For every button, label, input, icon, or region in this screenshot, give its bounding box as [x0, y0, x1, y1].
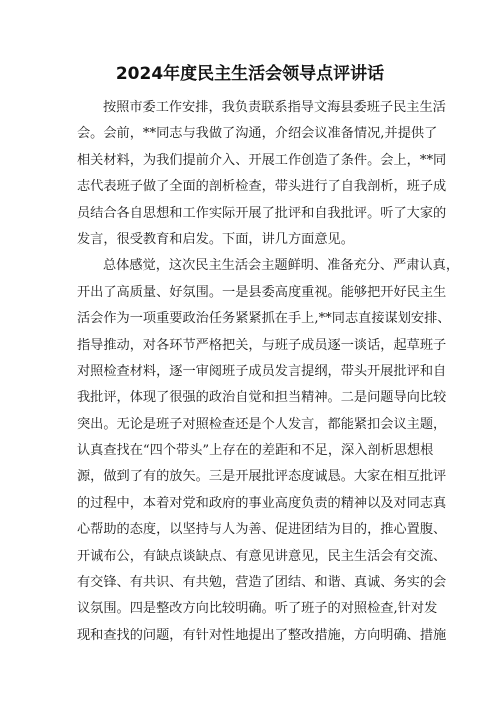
- text-line: 的过程中，本着对党和政府的事业高度负责的精神以及对同志真: [77, 495, 447, 511]
- text-line: 员结合各自思想和工作实际开展了批评和自我批评。听了大家的: [77, 205, 447, 221]
- text-line: 心帮助的态度，以坚持与人为善、促进团结为目的，推心置腹、: [77, 522, 447, 538]
- document-body: [77, 95, 460, 649]
- text-line: 我批评，体现了很强的政治自觉和担当精神。二是问题导向比较: [77, 390, 447, 406]
- text-line: 突出。无论是班子对照检查还是个人发言，都能紧扣会议主题，: [77, 416, 447, 432]
- text-line: 有交锋、有共识、有共勉，营造了团结、和谐、真诚、务实的会: [77, 575, 447, 591]
- text-line: 相关材料，为我们提前介入、开展工作创造了条件。会上，**同: [77, 152, 447, 168]
- text-line: 活会作为一项重要政治任务紧紧抓在手上,**同志直接谋划安排、: [77, 311, 451, 327]
- text-line: 认真查找在“四个带头”上存在的差距和不足，深入剖析思想根: [77, 443, 434, 459]
- text-line: 发言，很受教育和启发。下面，讲几方面意见。: [77, 231, 354, 247]
- text-line: 会。会前，**同志与我做了沟通，介绍会议准备情况,并提供了: [77, 126, 438, 142]
- text-line: 总体感觉，这次民主生活会主题鲜明、准备充分、严肃认真，: [103, 258, 460, 274]
- paragraph-summary: [77, 253, 460, 649]
- text-line: 志代表班子做了全面的剖析检查，带头进行了自我剖析，班子成: [77, 179, 447, 195]
- text-line: 开出了高质量、好氛围。一是县委高度重视。能够把开好民主生: [77, 284, 447, 300]
- text-line: 议氛围。四是整改方向比较明确。听了班子的对照检查,针对发: [77, 601, 438, 617]
- text-line: 指导推动，对各环节严格把关，与班子成员逐一谈话，起草班子: [77, 337, 447, 353]
- text-line: 开诚布公，有缺点谈缺点、有意见讲意见，民主生活会有交流、: [77, 548, 447, 564]
- text-line: 源，做到了有的放矢。三是开展批评态度诚恳。大家在相互批评: [77, 469, 447, 485]
- text-line: 现和查找的问题，有针对性地提出了整改措施，方向明确、措施: [77, 627, 447, 643]
- text-line: 按照市委工作安排，我负责联系指导文海县委班子民主生活: [103, 100, 446, 115]
- paragraph-intro: [77, 95, 447, 253]
- text-line: 对照检查材料，逐一审阅班子成员发言提纲，带头开展批评和自: [77, 363, 447, 379]
- document-title: 2024年度民主生活会领导点评讲话: [115, 64, 385, 84]
